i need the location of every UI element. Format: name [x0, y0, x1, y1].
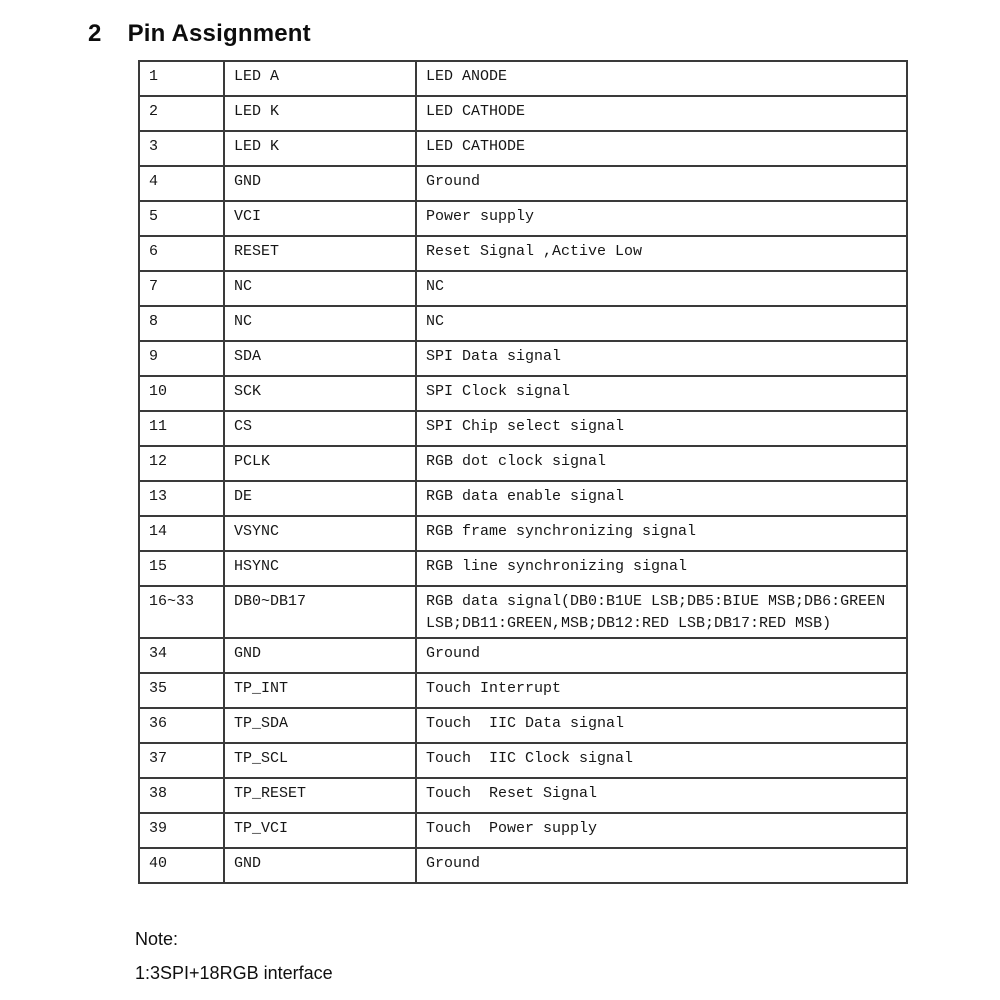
desc-cell: LED CATHODE: [416, 96, 907, 131]
table-row: [139, 586, 907, 638]
table-row: [139, 551, 907, 586]
name-cell: GND: [224, 848, 416, 883]
desc-cell: LED CATHODE: [416, 131, 907, 166]
pin-cell: 7: [139, 271, 224, 306]
name-cell: NC: [224, 306, 416, 341]
name-cell: CS: [224, 411, 416, 446]
name-cell: GND: [224, 638, 416, 673]
pin-cell: 10: [139, 376, 224, 411]
pin-cell: 8: [139, 306, 224, 341]
note-block: [135, 929, 333, 984]
desc-cell: NC: [416, 271, 907, 306]
pin-cell: 14: [139, 516, 224, 551]
table-row: [139, 341, 907, 376]
pin-cell: 3: [139, 131, 224, 166]
desc-cell: SPI Data signal: [416, 341, 907, 376]
pin-cell: 39: [139, 813, 224, 848]
pin-cell: 4: [139, 166, 224, 201]
desc-cell: Power supply: [416, 201, 907, 236]
note-interface-line: 1:3SPI+18RGB interface: [135, 963, 333, 983]
pin-cell: 15: [139, 551, 224, 586]
name-cell: TP_SCL: [224, 743, 416, 778]
desc-cell: Ground: [416, 848, 907, 883]
name-cell: LED K: [224, 131, 416, 166]
desc-cell: Touch IIC Data signal: [416, 708, 907, 743]
pin-cell: 1: [139, 61, 224, 96]
pin-cell: 36: [139, 708, 224, 743]
name-cell: GND: [224, 166, 416, 201]
desc-cell: RGB line synchronizing signal: [416, 551, 907, 586]
section-heading: [88, 20, 311, 48]
table-row: [139, 813, 907, 848]
desc-cell: RGB data signal(DB0:B1UE LSB;DB5:BIUE MSB;DB6:GREEN LSB;DB11:GREEN,MSB;DB12:RED LSB;DB17:RED MSB): [416, 586, 907, 638]
desc-cell: Ground: [416, 638, 907, 673]
desc-cell: Touch Power supply: [416, 813, 907, 848]
name-cell: NC: [224, 271, 416, 306]
desc-cell: LED ANODE: [416, 61, 907, 96]
pin-cell: 16~33: [139, 586, 224, 638]
name-cell: RESET: [224, 236, 416, 271]
table-row: [139, 166, 907, 201]
desc-cell: Touch Interrupt: [416, 673, 907, 708]
pin-cell: 13: [139, 481, 224, 516]
pin-cell: 9: [139, 341, 224, 376]
table-row: [139, 96, 907, 131]
pin-cell: 35: [139, 673, 224, 708]
pin-assignment-table: [138, 60, 908, 884]
name-cell: LED K: [224, 96, 416, 131]
name-cell: VSYNC: [224, 516, 416, 551]
table-row: [139, 743, 907, 778]
pin-cell: 2: [139, 96, 224, 131]
desc-cell: Touch Reset Signal: [416, 778, 907, 813]
note-label: Note:: [135, 929, 179, 949]
desc-cell: RGB frame synchronizing signal: [416, 516, 907, 551]
desc-cell: Reset Signal ,Active Low: [416, 236, 907, 271]
pin-table-body: [139, 61, 907, 883]
table-row: [139, 61, 907, 96]
table-row: [139, 516, 907, 551]
pin-cell: 11: [139, 411, 224, 446]
table-row: [139, 673, 907, 708]
name-cell: LED A: [224, 61, 416, 96]
table-row: [139, 201, 907, 236]
name-cell: TP_INT: [224, 673, 416, 708]
pin-cell: 12: [139, 446, 224, 481]
table-row: [139, 271, 907, 306]
pin-cell: 34: [139, 638, 224, 673]
desc-cell: SPI Clock signal: [416, 376, 907, 411]
name-cell: VCI: [224, 201, 416, 236]
name-cell: SDA: [224, 341, 416, 376]
desc-cell: Ground: [416, 166, 907, 201]
table-row: [139, 446, 907, 481]
name-cell: DB0~DB17: [224, 586, 416, 638]
pin-cell: 37: [139, 743, 224, 778]
pin-cell: 6: [139, 236, 224, 271]
desc-cell: RGB data enable signal: [416, 481, 907, 516]
table-row: [139, 708, 907, 743]
pin-cell: 5: [139, 201, 224, 236]
pin-cell: 38: [139, 778, 224, 813]
desc-cell: RGB dot clock signal: [416, 446, 907, 481]
name-cell: TP_SDA: [224, 708, 416, 743]
table-row: [139, 848, 907, 883]
pin-cell: 40: [139, 848, 224, 883]
desc-cell: NC: [416, 306, 907, 341]
table-row: [139, 306, 907, 341]
desc-cell: Touch IIC Clock signal: [416, 743, 907, 778]
section-title: Pin Assignment: [127, 20, 311, 47]
table-row: [139, 638, 907, 673]
name-cell: TP_VCI: [224, 813, 416, 848]
name-cell: TP_RESET: [224, 778, 416, 813]
table-row: [139, 411, 907, 446]
table-row: [139, 778, 907, 813]
section-number: 2: [88, 20, 102, 47]
table-row: [139, 376, 907, 411]
table-row: [139, 131, 907, 166]
table-row: [139, 236, 907, 271]
name-cell: SCK: [224, 376, 416, 411]
desc-cell: SPI Chip select signal: [416, 411, 907, 446]
name-cell: PCLK: [224, 446, 416, 481]
table-row: [139, 481, 907, 516]
name-cell: DE: [224, 481, 416, 516]
name-cell: HSYNC: [224, 551, 416, 586]
